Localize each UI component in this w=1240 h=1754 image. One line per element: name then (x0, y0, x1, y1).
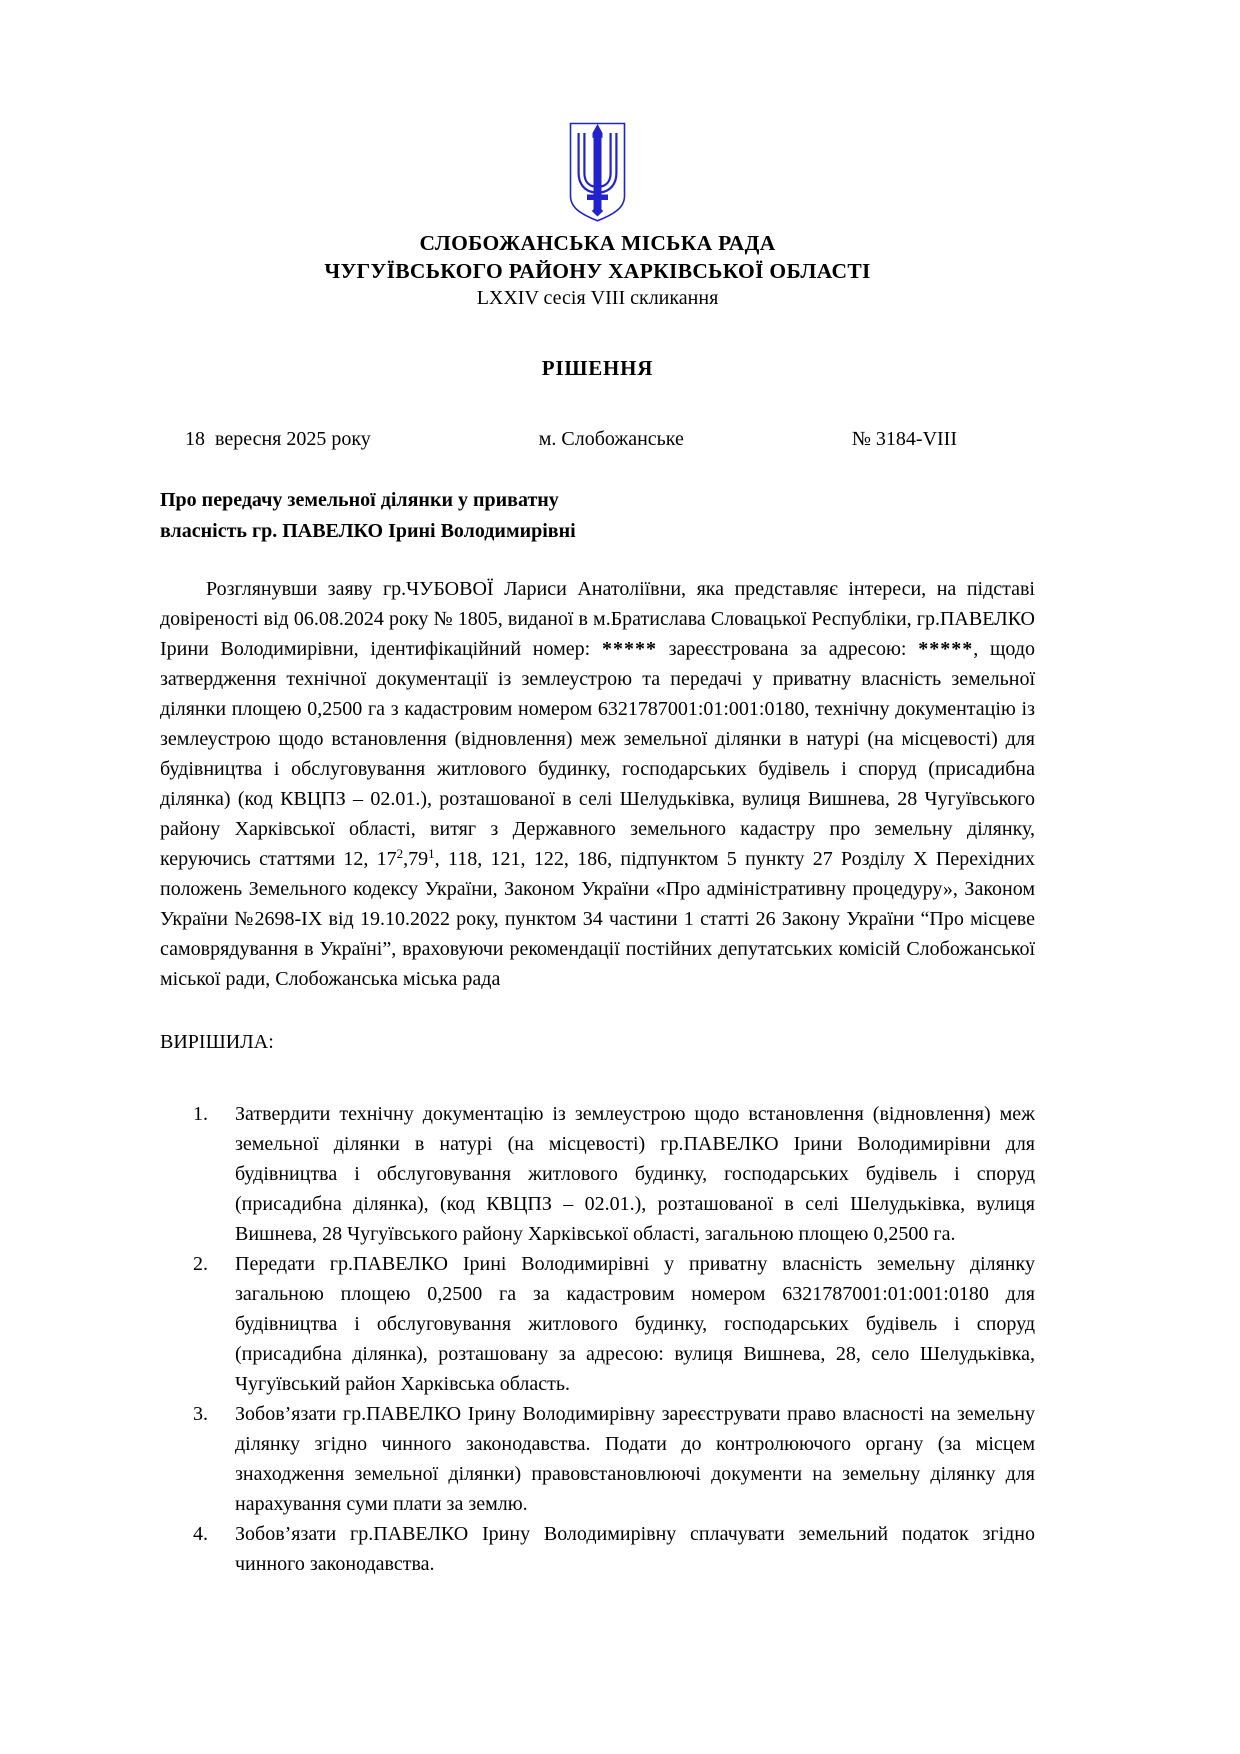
doc-type-title: РІШЕННЯ (541, 356, 654, 380)
document-header (160, 122, 1035, 312)
item-text: Зобов’язати гр.ПАВЕЛКО Ірину Володимирівну сплачувати земельний податок згідно чинного законодавства. (235, 1523, 1035, 1575)
resolution-item (160, 1399, 1035, 1519)
paragraph-text: , щодо затвердження технічної документації із землеустрою та передачі у приватну власність земельної ділянки площею 0,2500 га з кадастровим номером 6321787001:01:001:0180, технічну документацію із землеустрою щодо встановлення (відновлення) меж земельної ділянки в натурі (на місцевості) для будівництва і обслуговування житлового будинку, господарських будівель і споруд (присадибна ділянка) (код КВЦПЗ – 02.01.), розташованої в селі Шелудьківка, вулиця Вишнева, 28 Чугуївського району Харківської області, витяг з Державного земельного кадастру про земельну ділянку, керуючись статтями 12, 17 (160, 638, 1035, 870)
paragraph-text: ,79 (403, 848, 429, 870)
redacted-asterisks: ***** (918, 638, 974, 660)
doc-place: м. Слобожанське (538, 428, 684, 450)
resolved-label: ВИРІШИЛА: (160, 1031, 274, 1053)
resolution-item (160, 1519, 1035, 1579)
doc-date: 18 вересня 2025 року (185, 428, 371, 450)
item-number: 3. (193, 1403, 208, 1425)
item-number: 4. (193, 1523, 208, 1545)
paragraph-text: Розглянувши заяву гр.ЧУБОВОЇ Лариси Анатоліївни, яка представляє інтереси, на підставі довіреності від 06.08.2024 року № 1805, виданої в м.Братислава Словацької Республіки, гр.ПАВЕЛКО Ірини Володимирівни, ідентифікаційний номер: (160, 578, 1035, 660)
item-text: Зобов’язати гр.ПАВЕЛКО Ірину Володимирівну зареєструвати право власності на земельну ділянку згідно чинного законодавства. Подати до контролюючого органу (за місцем знаходження земельної ділянки) правовстановлюючі документи на земельну ділянку для нарахування суми плати за землю. (235, 1403, 1035, 1515)
item-text: Затвердити технічну документацію із землеустрою щодо встановлення (відновлення) меж земельної ділянки в натурі (на місцевості) гр.ПАВЕЛКО Ірини Володимирівни для будівництва і обслуговування житлового будинку, господарських будівель і споруд (присадибна ділянка), (код КВЦПЗ – 02.01.), розташованої в селі Шелудьківка, вулиця Вишнева, 28 Чугуївського району Харківської області, загальною площею 0,2500 га. (235, 1103, 1035, 1245)
item-number: 2. (193, 1253, 208, 1275)
paragraph-text: зареєстрована за адресою: (656, 638, 919, 660)
intro-paragraph (160, 574, 1035, 994)
item-number: 1. (193, 1103, 208, 1125)
session-line: LXXIV сесія VIII скликання (476, 287, 719, 309)
org-name-line1: СЛОБОЖАНСЬКА МІСЬКА РАДА (419, 231, 776, 255)
org-name-line2: ЧУГУЇВСЬКОГО РАЙОНУ ХАРКІВСЬКОЇ ОБЛАСТІ (324, 259, 871, 283)
subject-title (160, 485, 1035, 547)
resolution-item (160, 1249, 1035, 1399)
superscript-text: 2 (396, 846, 404, 861)
subject-line1: Про передачу земельної ділянки у приватну (160, 489, 559, 511)
superscript-text: 1 (428, 846, 435, 861)
doc-number: № 3184-VIII (851, 428, 957, 450)
subject-line2: власність гр. ПАВЕЛКО Ірині Володимирівні (160, 520, 576, 542)
date-row (160, 424, 1035, 454)
paragraph-text: , 118, 121, 122, 186, підпунктом 5 пункту 27 Розділу X Перехідних положень Земельного кодексу України, Законом України «Про адміністративну процедуру», Законом України №2698-IX від 19.10.2022 року, пунктом 34 частини 1 статті 26 Закону України “Про місцеве самоврядування в Україні”, враховуючи рекомендації постійних депутатських комісій Слобожанської міської ради, Слобожанська міська рада (160, 848, 1035, 990)
resolution-item (160, 1099, 1035, 1249)
redacted-asterisks: ***** (601, 638, 657, 660)
resolution-list (160, 1099, 1035, 1579)
item-text: Передати гр.ПАВЕЛКО Ірині Володимирівні у приватну власність земельну ділянку загальною площею 0,2500 га за кадастровим номером 6321787001:01:001:0180 для будівництва і обслуговування житлового будинку, господарських будівель і споруд (присадибна ділянка), розташовану за адресою: вулиця Вишнева, 28, село Шелудьківка, Чугуївський район Харківська область. (235, 1253, 1035, 1395)
ukraine-trident-emblem (569, 122, 626, 222)
